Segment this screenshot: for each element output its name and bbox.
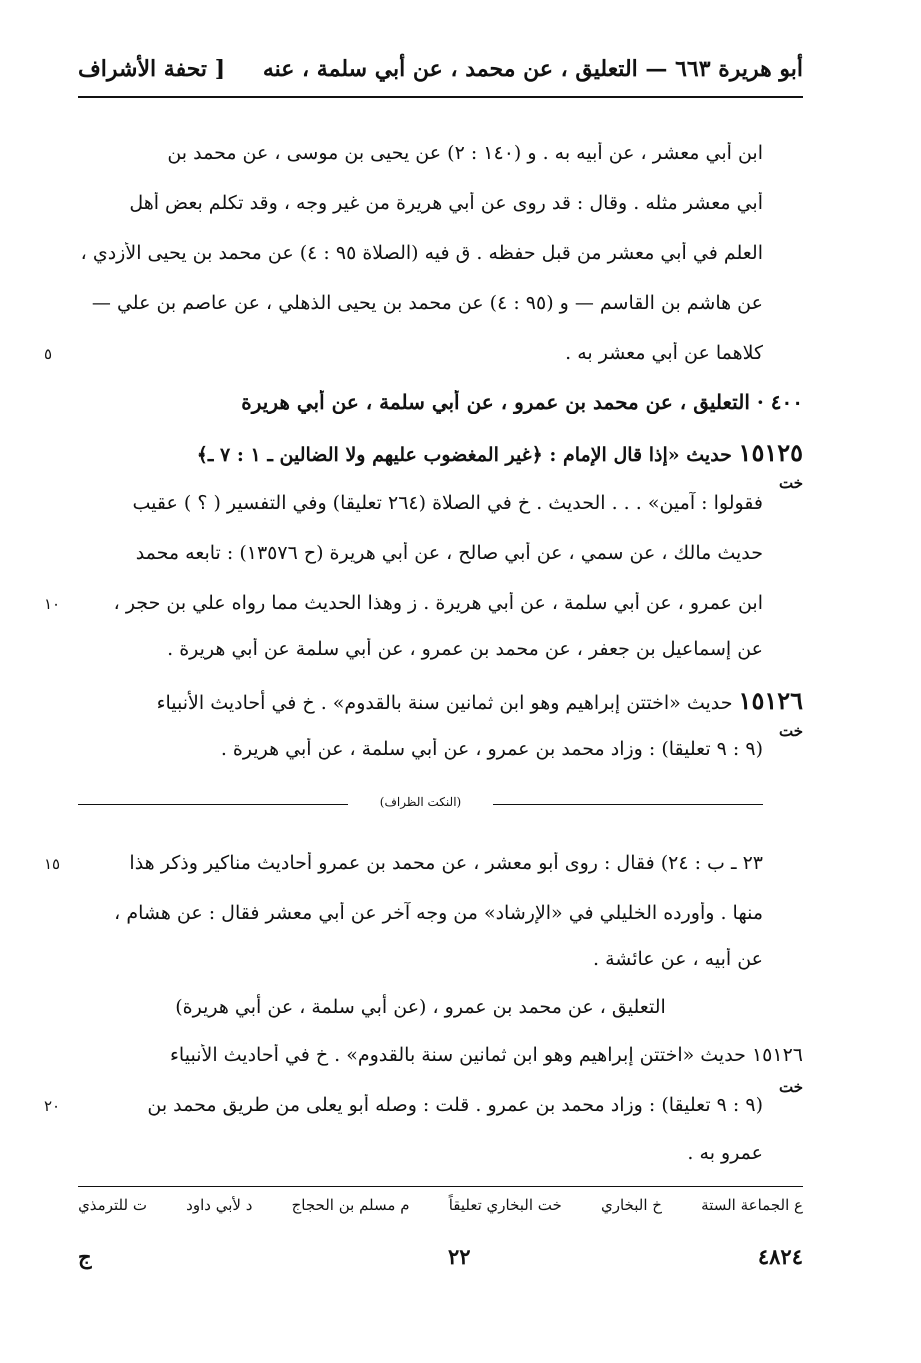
text-line: ٢٣ ـ ب : ٢٤) فقال : روى أبو معشر ، عن محمد بن عمرو أحاديث مناكير وذكر هذا [129,852,763,874]
running-header-title: أبو هريرة ٦٦٣ — التعليق ، عن محمد ، عن أبي سلمة ، عنه [262,56,803,82]
volume-page-number: ٤٨٢٤ [757,1244,803,1269]
text-line: عن أبيه ، عن عائشة . [592,948,763,970]
text-line: كلاهما عن أبي معشر به . [565,342,763,364]
running-header-book: [ تحفة الأشراف [78,56,226,82]
hadith-number: ١٥١٢٥ [738,438,803,467]
page-number: ٢٢ [448,1244,471,1269]
nukat-subheading: التعليق ، عن محمد بن عمرو ، (عن أبي سلمة ، عن أبي هريرة) [175,996,666,1018]
text-line: (٩ : ٩ تعليقا) : وزاد محمد بن عمرو . قلت : وصله أبو يعلى من طريق محمد بن [147,1094,763,1116]
text-line: فقولوا : آمين» . . . الحديث . خ في الصلاة (٢٦٤ تعليقا) وفي التفسير ( ؟ ) عقيب [132,492,763,514]
text-line: ابن أبي معشر ، عن أبيه به . و (١٤٠ : ٢) عن يحيى بن موسى ، عن محمد بن [167,142,763,164]
text-line: ابن عمرو ، عن أبي سلمة ، عن أبي هريرة . ز وهذا الحديث مما رواه علي بن حجر ، [113,592,763,614]
text-line: عن هاشم بن القاسم — و (٩٥ : ٤) عن محمد بن يحيى الذهلي ، عن عاصم بن علي — [91,292,763,314]
margin-line-number: ٢٠ [44,1097,61,1115]
legend-item: خ البخاري [601,1196,662,1214]
text-line: العلم في أبي معشر من قبل حفظه . ق فيه (الصلاة ٩٥ : ٤) عن محمد بن يحيى الأزدي ، [80,242,763,264]
divider-label: (النكت الظراف) [379,795,462,809]
text-line: عمرو به . [687,1142,763,1164]
text-line: منها . وأورده الخليلي في «الإرشاد» من وجه آخر عن أبي معشر فقال : عن هشام ، [114,902,763,924]
text-line: ١٥١٢٦ حديث «اختتن إبراهيم وهو ابن ثمانين سنة بالقدوم» . خ في أحاديث الأنبياء [170,1044,803,1066]
hadith-number: ١٥١٢٦ [738,686,803,715]
legend-item: ت للترمذي [78,1196,147,1214]
header-rule [78,96,803,98]
siglum-kht: خت [778,1078,803,1096]
sigla-legend [78,1196,803,1214]
divider-rule-right [493,804,763,805]
hadith-15126-line1: ١٥١٢٦ حديث «اختتن إبراهيم وهو ابن ثمانين سنة بالقدوم» . خ في أحاديث الأنبياء [156,686,803,715]
section-heading: ٤٠٠ · التعليق ، عن محمد بن عمرو ، عن أبي سلمة ، عن أبي هريرة [241,390,803,414]
legend-item: م مسلم بن الحجاج [291,1196,410,1214]
text-line: (٩ : ٩ تعليقا) : وزاد محمد بن عمرو ، عن أبي سلمة ، عن أبي هريرة . [220,738,763,760]
text-line: عن إسماعيل بن جعفر ، عن محمد بن عمرو ، عن أبي سلمة عن أبي هريرة . [167,638,763,660]
legend-item: ع الجماعة الستة [701,1196,803,1214]
siglum-kht: خت [778,722,803,740]
legend-item: خت البخاري تعليقاً [448,1196,562,1214]
nukat-divider [78,795,763,812]
siglum-kht: خت [778,474,803,492]
margin-line-number: ٥ [44,345,53,363]
signature-mark: ج [78,1244,92,1269]
divider-rule-left [78,804,348,805]
text-line: حديث مالك ، عن سمي ، عن أبي صالح ، عن أبي هريرة (ح ١٣٥٧٦) : تابعه محمد [135,542,763,564]
legend-item: د لأبي داود [186,1196,253,1214]
margin-line-number: ١٠ [44,595,61,613]
margin-line-number: ١٥ [44,855,61,873]
text-line: أبي معشر مثله . وقال : قد روى عن أبي هريرة من غير وجه ، وقد تكلم بعض أهل [129,192,763,214]
hadith-15125-line1: ١٥١٢٥ حديث «إذا قال الإمام : ﴿غير المغضوب عليهم ولا الضالين ـ ١ : ٧ ـ﴾ [196,438,803,467]
footer-rule [78,1186,803,1187]
